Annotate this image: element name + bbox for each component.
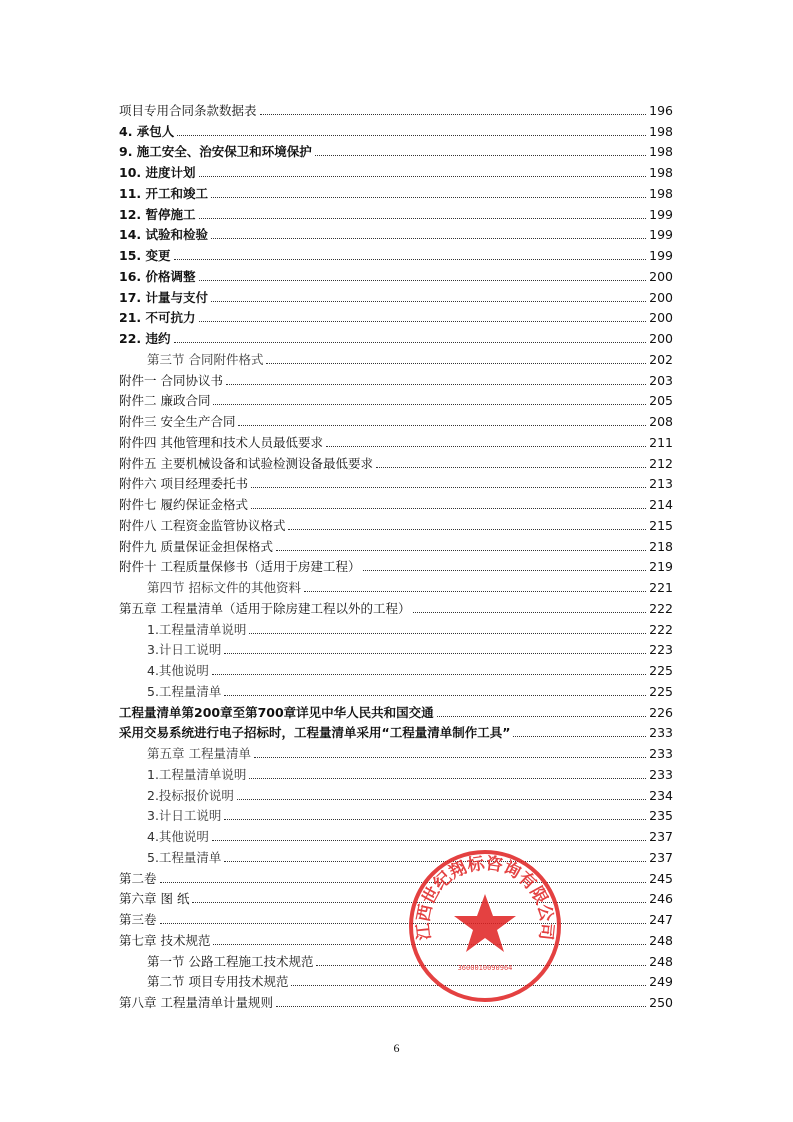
toc-entry[interactable] xyxy=(119,948,673,969)
toc-entry[interactable] xyxy=(119,429,673,450)
dot-leader xyxy=(376,466,646,468)
toc-entry-label: 14. 试验和检验 xyxy=(119,227,208,243)
toc-entry-page: 199 xyxy=(649,248,673,263)
toc-entry-label: 3.计日工说明 xyxy=(119,642,223,657)
toc-entry-page: 237 xyxy=(649,849,673,865)
toc-entry-label: 项目专用合同条款数据表 xyxy=(119,102,257,118)
dot-leader xyxy=(276,549,646,551)
toc-entry[interactable] xyxy=(119,699,673,720)
seal-text: 江西世纪翔标咨询有限公司 xyxy=(413,853,557,942)
toc-entry-page: 222 xyxy=(649,621,673,637)
toc-entry-page: 200 xyxy=(649,268,673,284)
dot-leader xyxy=(237,798,646,800)
toc-entry[interactable] xyxy=(119,533,673,554)
toc-entry-label: 附件五 主要机械设备和试验检测设备最低要求 xyxy=(119,455,373,471)
toc-entry-page: 219 xyxy=(649,559,673,575)
toc-entry[interactable] xyxy=(119,284,673,305)
toc-entry-label: 12. 暂停施工 xyxy=(119,206,196,222)
dot-leader xyxy=(160,881,647,883)
toc-entry[interactable] xyxy=(119,886,673,907)
dot-leader xyxy=(213,403,646,405)
toc-entry-label: 第三节 合同附件格式 xyxy=(119,352,265,367)
toc-entry-label: 附件六 项目经理委托书 xyxy=(119,476,248,492)
dot-leader xyxy=(199,217,647,219)
dot-leader xyxy=(260,113,647,115)
toc-entry[interactable] xyxy=(119,637,673,658)
toc-entry[interactable] xyxy=(119,512,673,533)
toc-entry-label: 5.工程量清单 xyxy=(119,684,223,699)
toc-entry[interactable] xyxy=(119,201,673,222)
toc-entry-label: 1.工程量清单说明 xyxy=(119,767,248,782)
toc-entry-page: 198 xyxy=(649,165,673,180)
toc-entry-label: 15. 变更 xyxy=(119,248,171,263)
dot-leader xyxy=(288,528,646,530)
toc-entry-page: 223 xyxy=(649,642,673,658)
dot-leader xyxy=(226,383,646,385)
dot-leader xyxy=(315,154,646,156)
toc-entry-page: 237 xyxy=(649,829,673,844)
toc-entry-label: 附件四 其他管理和技术人员最低要求 xyxy=(119,434,323,450)
dot-leader xyxy=(224,818,646,820)
toc-entry-label: 4.其他说明 xyxy=(119,663,211,678)
toc-entry-label: 附件七 履约保证金格式 xyxy=(119,497,248,512)
toc-entry-label: 4.其他说明 xyxy=(119,829,211,844)
toc-entry[interactable] xyxy=(119,574,673,595)
toc-entry-page: 248 xyxy=(649,953,673,969)
toc-entry-label: 10. 进度计划 xyxy=(119,165,196,180)
toc-entry[interactable] xyxy=(119,823,673,844)
toc-entry-page: 208 xyxy=(649,414,673,429)
toc-entry-page: 215 xyxy=(649,517,673,533)
toc-entry-page: 249 xyxy=(649,974,673,990)
toc-entry[interactable] xyxy=(119,803,673,824)
toc-entry-page: 226 xyxy=(649,704,673,720)
toc-entry-label: 第八章 工程量清单计量规则 xyxy=(119,995,273,1010)
toc-entry[interactable] xyxy=(119,97,673,118)
toc-entry[interactable] xyxy=(119,118,673,139)
dot-leader xyxy=(199,279,647,281)
toc-entry-page: 213 xyxy=(649,476,673,492)
dot-leader xyxy=(266,362,646,364)
dot-leader xyxy=(276,1005,646,1007)
toc-entry[interactable] xyxy=(119,969,673,990)
toc-entry-label: 第五章 工程量清单（适用于除房建工程以外的工程） xyxy=(119,600,411,616)
toc-entry-label: 附件一 合同协议书 xyxy=(119,372,223,388)
toc-entry-page: 233 xyxy=(649,725,673,741)
toc-entry-label: 附件三 安全生产合同 xyxy=(119,414,236,429)
dot-leader xyxy=(199,175,647,177)
toc-entry[interactable] xyxy=(119,844,673,865)
toc-entry-page: 250 xyxy=(649,995,673,1010)
dot-leader xyxy=(326,445,646,447)
toc-entry-page: 214 xyxy=(649,497,673,512)
toc-entry[interactable] xyxy=(119,222,673,243)
toc-entry-page: 200 xyxy=(649,310,673,326)
toc-entry-label: 21. 不可抗力 xyxy=(119,310,196,326)
toc-entry-label: 第六章 图 纸 xyxy=(119,891,190,907)
toc-entry[interactable] xyxy=(119,678,673,699)
toc-entry-page: 221 xyxy=(649,580,673,595)
dot-leader xyxy=(249,777,646,779)
toc-entry-label: 工程量清单第200章至第700章详见中华人民共和国交通 xyxy=(119,704,434,720)
toc-entry-page: 246 xyxy=(649,891,673,907)
toc-entry-label: 第三卷 xyxy=(119,912,157,927)
dot-leader xyxy=(304,590,646,592)
toc-entry-page: 199 xyxy=(649,206,673,222)
dot-leader xyxy=(211,300,646,302)
toc-entry[interactable] xyxy=(119,595,673,616)
toc-entry-page: 203 xyxy=(649,372,673,388)
dot-leader xyxy=(212,673,646,675)
toc-entry[interactable] xyxy=(119,305,673,326)
toc-entry[interactable] xyxy=(119,616,673,637)
toc-entry-page: 218 xyxy=(649,538,673,554)
page-number: 6 xyxy=(393,1041,400,1055)
toc-entry-page: 196 xyxy=(649,102,673,118)
toc-entry-page: 233 xyxy=(649,766,673,782)
dot-leader xyxy=(199,320,647,322)
star-icon xyxy=(454,894,516,952)
dot-leader xyxy=(174,341,647,343)
seal-code: 3600010090964 xyxy=(457,964,513,972)
toc-entry-label: 16. 价格调整 xyxy=(119,268,196,284)
toc-entry-page: 222 xyxy=(649,600,673,616)
toc-entry-label: 第一节 公路工程施工技术规范 xyxy=(119,954,315,969)
toc-entry[interactable] xyxy=(119,554,673,575)
toc-entry-page: 200 xyxy=(649,331,673,346)
toc-entry-page: 198 xyxy=(649,144,673,160)
dot-leader xyxy=(224,652,646,654)
toc-entry[interactable] xyxy=(119,782,673,803)
toc-entry-label: 3.计日工说明 xyxy=(119,808,223,823)
dot-leader xyxy=(211,237,646,239)
toc-entry-page: 248 xyxy=(649,932,673,948)
toc-entry-page: 233 xyxy=(649,746,673,761)
toc-entry[interactable] xyxy=(119,865,673,886)
toc-entry-page: 212 xyxy=(649,455,673,471)
toc-entry-page: 234 xyxy=(649,787,673,803)
toc-entry-label: 17. 计量与支付 xyxy=(119,289,208,305)
toc-entry[interactable] xyxy=(119,388,673,409)
toc-entry[interactable] xyxy=(119,159,673,180)
dot-leader xyxy=(251,486,646,488)
dot-leader xyxy=(249,632,646,634)
toc-entry[interactable] xyxy=(119,450,673,471)
toc-entry-label: 22. 违约 xyxy=(119,331,171,346)
toc-entry-label: 附件八 工程资金监管协议格式 xyxy=(119,517,286,533)
toc-entry-page: 235 xyxy=(649,808,673,824)
toc-entry[interactable] xyxy=(119,491,673,512)
toc-entry-page: 247 xyxy=(649,912,673,927)
toc-entry[interactable] xyxy=(119,180,673,201)
toc-entry-page: 245 xyxy=(649,870,673,886)
toc-entry-label: 5.工程量清单 xyxy=(119,850,223,865)
toc-entry-label: 4. 承包人 xyxy=(119,123,175,139)
toc-entry[interactable] xyxy=(119,906,673,927)
toc-entry-page: 199 xyxy=(649,227,673,243)
dot-leader xyxy=(238,424,646,426)
toc-entry-label: 1.工程量清单说明 xyxy=(119,622,248,637)
table-of-contents xyxy=(119,97,673,1010)
toc-entry-label: 第四节 招标文件的其他资料 xyxy=(119,580,303,595)
toc-entry-page: 202 xyxy=(649,351,673,367)
toc-entry-page: 205 xyxy=(649,393,673,409)
toc-entry-label: 2.投标报价说明 xyxy=(119,788,236,803)
toc-entry[interactable] xyxy=(119,989,673,1010)
toc-entry-page: 225 xyxy=(649,683,673,699)
company-seal xyxy=(407,848,563,1004)
toc-entry[interactable] xyxy=(119,325,673,346)
dot-leader xyxy=(437,715,646,717)
dot-leader xyxy=(160,922,647,924)
toc-entry[interactable] xyxy=(119,346,673,367)
dot-leader xyxy=(174,258,647,260)
dot-leader xyxy=(413,611,646,613)
toc-entry-label: 第五章 工程量清单 xyxy=(119,746,253,761)
toc-entry[interactable] xyxy=(119,720,673,741)
toc-entry-label: 采用交易系统进行电子招标时，工程量清单采用“工程量清单制作工具” xyxy=(119,725,511,741)
toc-entry[interactable] xyxy=(119,408,673,429)
toc-entry[interactable] xyxy=(119,263,673,284)
toc-entry-label: 11. 开工和竣工 xyxy=(119,185,208,201)
toc-entry-page: 198 xyxy=(649,185,673,201)
toc-entry-label: 附件九 质量保证金担保格式 xyxy=(119,538,273,554)
toc-entry-label: 9. 施工安全、治安保卫和环境保护 xyxy=(119,144,312,160)
toc-entry[interactable] xyxy=(119,761,673,782)
toc-entry-page: 225 xyxy=(649,663,673,678)
toc-entry-label: 第二卷 xyxy=(119,870,157,886)
toc-entry[interactable] xyxy=(119,740,673,761)
dot-leader xyxy=(251,507,646,509)
toc-entry[interactable] xyxy=(119,367,673,388)
toc-entry-label: 附件二 廉政合同 xyxy=(119,393,211,409)
toc-entry[interactable] xyxy=(119,139,673,160)
toc-entry-page: 200 xyxy=(649,289,673,305)
toc-entry-page: 211 xyxy=(649,434,673,450)
dot-leader xyxy=(211,196,646,198)
toc-entry-label: 附件十 工程质量保修书（适用于房建工程） xyxy=(119,559,361,575)
toc-entry-label: 第七章 技术规范 xyxy=(119,932,211,948)
dot-leader xyxy=(254,756,646,758)
dot-leader xyxy=(177,134,646,136)
dot-leader xyxy=(224,694,646,696)
toc-entry[interactable] xyxy=(119,657,673,678)
toc-entry[interactable] xyxy=(119,927,673,948)
dot-leader xyxy=(212,839,646,841)
toc-entry[interactable] xyxy=(119,242,673,263)
dot-leader xyxy=(513,735,646,737)
toc-entry[interactable] xyxy=(119,471,673,492)
dot-leader xyxy=(363,569,646,571)
toc-entry-page: 198 xyxy=(649,123,673,139)
toc-entry-label: 第二节 项目专用技术规范 xyxy=(119,974,290,989)
